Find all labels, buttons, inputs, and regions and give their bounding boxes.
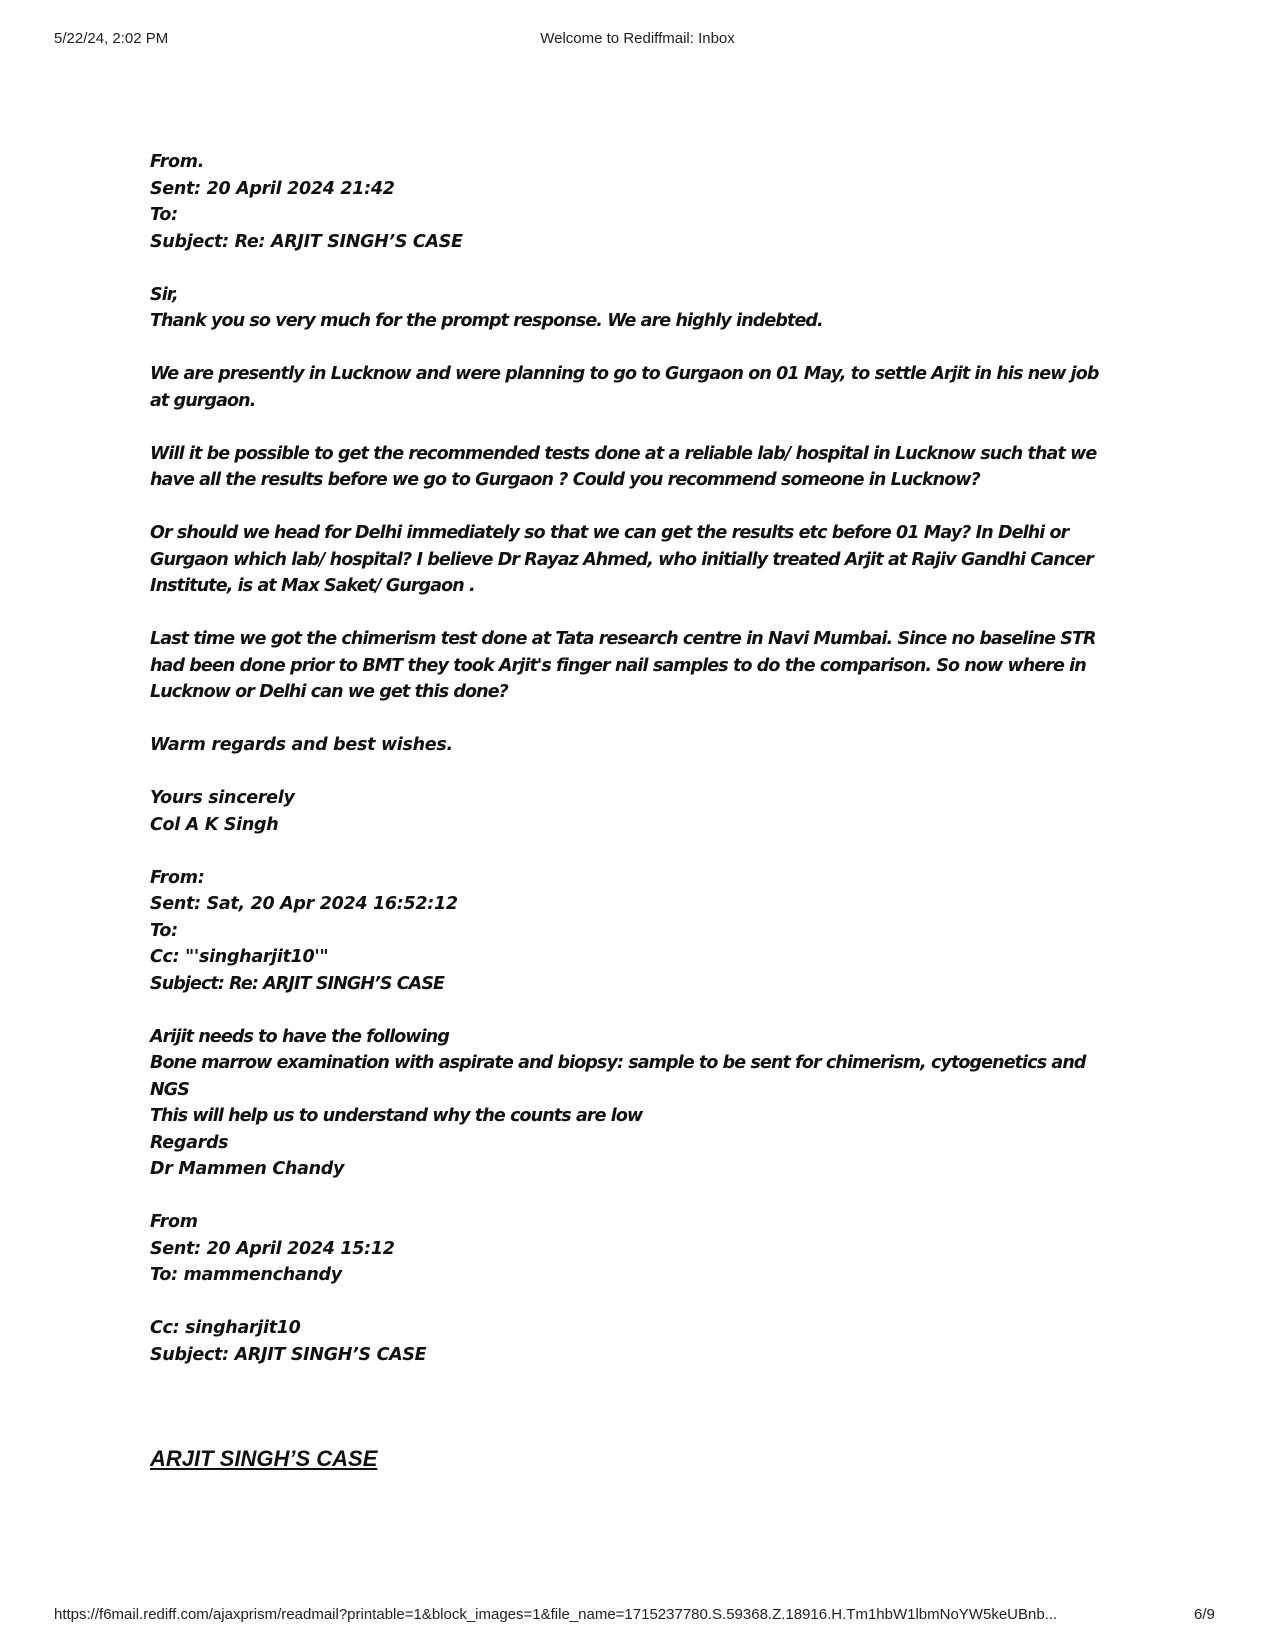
email1-header [150, 149, 1110, 255]
email1-paragraph: Thank you so very much for the prompt response. We are highly indebted. [150, 311, 823, 331]
email2-signature: Dr Mammen Chandy [150, 1159, 345, 1179]
email1-paragraph: Last time we got the chimerism test done at Tata research centre in Navi Mumbai. Since no baseline STR [150, 629, 1096, 649]
email1-paragraph: Lucknow or Delhi can we get this done? [150, 682, 508, 702]
email2-header [150, 865, 1110, 998]
email2-subject: Subject: Re: ARJIT SINGH’S CASE [150, 973, 445, 994]
print-page-title: Welcome to Rediffmail: Inbox [540, 30, 735, 47]
email2-to: To: [150, 920, 178, 941]
email1-paragraph: Gurgaon which lab/ hospital? I believe Dr Rayaz Ahmed, who initially treated Arjit at Rajiv Gandhi Cancer [150, 549, 1093, 570]
email1-body [150, 282, 1110, 733]
email1-closing: Yours sincerely [150, 788, 295, 808]
email1-paragraph: at gurgaon. [150, 390, 256, 411]
email1-salutation: Sir, [150, 284, 178, 305]
email1-paragraph: Will it be possible to get the recommended tests done at a reliable lab/ hospital in Lucknow such that we [150, 443, 1097, 464]
email1-regards: Warm regards and best wishes. [150, 735, 453, 755]
email1-signature: Col A K Singh [150, 814, 279, 835]
email1-paragraph: We are presently in Lucknow and were planning to go to Gurgaon on 01 May, to settle Arjit in his new job [150, 364, 1099, 384]
email1-paragraph: had been done prior to BMT they took Arjit's finger nail samples to do the comparison. So now where in [150, 655, 1086, 676]
email2-regards: Regards [150, 1132, 229, 1153]
attachment-heading: ARJIT SINGH’S CASE [150, 1446, 378, 1471]
email3-sent: Sent: 20 April 2024 15:12 [150, 1238, 395, 1259]
email1-to: To: [150, 205, 178, 225]
email3-from: From [150, 1212, 198, 1232]
page-number: 6/9 [1194, 1606, 1215, 1623]
print-url: https://f6mail.rediff.com/ajaxprism/readmail?printable=1&block_images=1&file_name=1715237780.S.59368.Z.18916.H.Tm1hbW1lbmNoYW5keUBnb... [54, 1606, 1058, 1623]
email3-to: To: mammenchandy [150, 1265, 342, 1285]
email2-line: Bone marrow examination with aspirate and biopsy: sample to be sent for chimerism, cytogenetics and [150, 1053, 1086, 1073]
email2-cc: Cc: "'singharjit10'" [150, 947, 329, 967]
email2-line: Arijit needs to have the following [150, 1026, 449, 1047]
print-datetime: 5/22/24, 2:02 PM [54, 30, 169, 47]
email1-paragraph: have all the results before we go to Gurgaon ? Could you recommend someone in Lucknow? [150, 470, 980, 490]
email2-line: This will help us to understand why the counts are low [150, 1106, 643, 1126]
email-thread [150, 149, 1110, 1368]
email1-sent: Sent: 20 April 2024 21:42 [150, 178, 395, 199]
email2-body [150, 1024, 1110, 1130]
email1-paragraph: Or should we head for Delhi immediately so that we can get the results etc before 01 May? In Delhi or [150, 523, 1069, 543]
email1-paragraph: Institute, is at Max Saket/ Gurgaon . [150, 576, 475, 596]
email1-subject: Subject: Re: ARJIT SINGH’S CASE [150, 231, 463, 252]
email2-sent: Sent: Sat, 20 Apr 2024 16:52:12 [150, 894, 458, 914]
email2-from: From: [150, 867, 205, 888]
email1-from: From. [150, 152, 205, 172]
email3-cc: Cc: singharjit10 [150, 1318, 301, 1338]
email3-subject: Subject: ARJIT SINGH’S CASE [150, 1344, 427, 1365]
email3-header [150, 1209, 1110, 1368]
email2-line: NGS [150, 1079, 189, 1100]
